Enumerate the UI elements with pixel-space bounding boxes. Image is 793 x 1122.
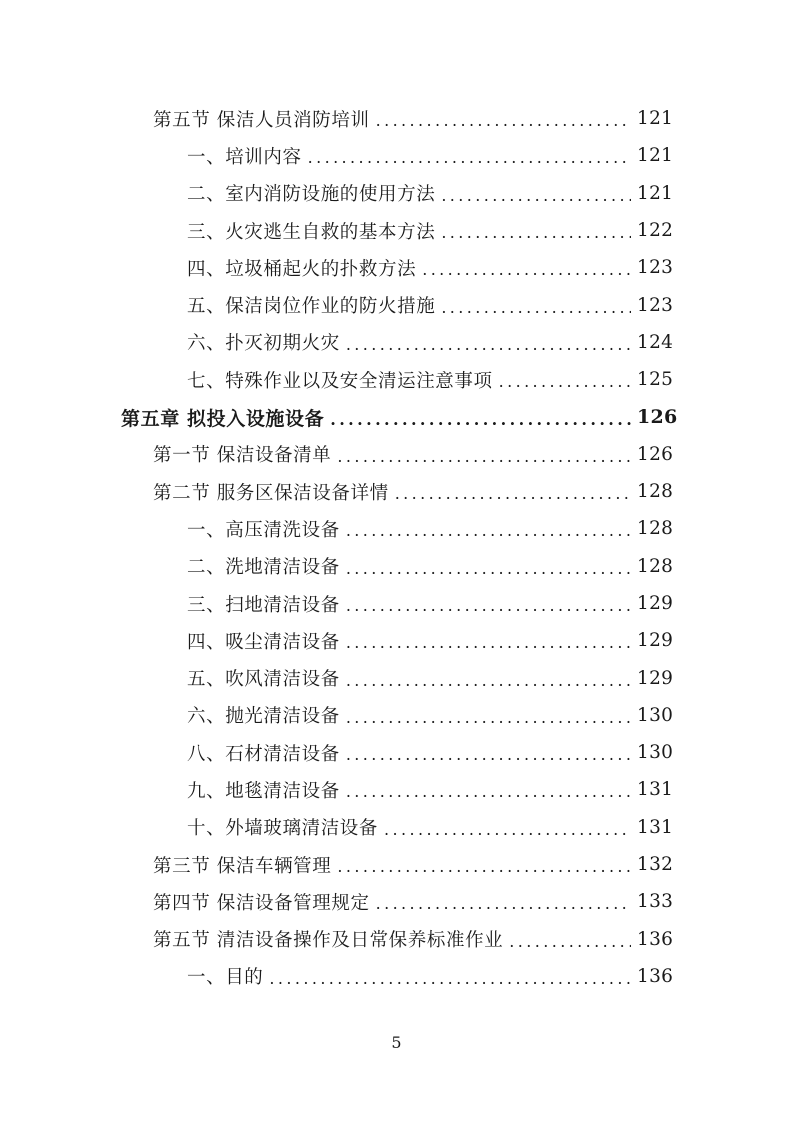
toc-entry[interactable] xyxy=(0,734,793,771)
toc-dot-leader xyxy=(346,559,631,578)
toc-entry[interactable] xyxy=(0,249,793,286)
toc-entry-page: 130 xyxy=(637,742,674,764)
toc-entry-page: 130 xyxy=(637,704,674,726)
toc-entry-page: 121 xyxy=(637,108,674,130)
toc-entry-page: 122 xyxy=(637,220,674,242)
toc-entry-page: 126 xyxy=(637,443,674,465)
toc-entry[interactable] xyxy=(0,771,793,808)
toc-entry[interactable] xyxy=(0,473,793,510)
toc-entry[interactable] xyxy=(0,659,793,696)
toc-entry-label: 二、室内消防设施的使用方法 xyxy=(187,184,436,206)
toc-dot-leader xyxy=(376,111,631,130)
toc-entry-label: 一、培训内容 xyxy=(187,146,302,168)
toc-dot-leader xyxy=(346,671,631,690)
toc-dot-leader xyxy=(346,335,631,354)
toc-entry-label: 第三节 保洁车辆管理 xyxy=(153,855,332,877)
toc-entry[interactable] xyxy=(0,697,793,734)
toc-entry-label: 十、外墙玻璃清洁设备 xyxy=(187,818,379,840)
table-of-contents xyxy=(0,100,793,995)
page-number: 5 xyxy=(391,1033,402,1052)
toc-dot-leader xyxy=(384,820,631,839)
toc-entry[interactable] xyxy=(0,436,793,473)
toc-dot-leader xyxy=(346,596,631,615)
toc-entry-page: 133 xyxy=(637,891,674,913)
toc-entry-label: 六、扑灭初期火灾 xyxy=(187,333,340,355)
toc-entry-page: 128 xyxy=(637,481,674,503)
toc-dot-leader xyxy=(337,857,631,876)
toc-entry-page: 129 xyxy=(637,667,674,689)
toc-entry[interactable] xyxy=(0,510,793,547)
toc-entry[interactable] xyxy=(0,846,793,883)
toc-entry-label: 第五章 拟投入设施设备 xyxy=(121,407,325,430)
toc-dot-leader xyxy=(509,932,631,951)
toc-dot-leader xyxy=(346,782,631,801)
toc-entry-page: 125 xyxy=(637,369,674,391)
toc-dot-leader xyxy=(346,708,631,727)
toc-entry[interactable] xyxy=(0,100,793,137)
toc-entry-label: 九、地毯清洁设备 xyxy=(187,780,340,802)
toc-entry[interactable] xyxy=(0,324,793,361)
toc-entry[interactable] xyxy=(0,883,793,920)
toc-entry[interactable] xyxy=(0,137,793,174)
toc-entry-label: 第四节 保洁设备管理规定 xyxy=(153,892,370,914)
toc-entry[interactable] xyxy=(0,809,793,846)
toc-entry[interactable] xyxy=(0,585,793,622)
toc-entry-label: 六、抛光清洁设备 xyxy=(187,706,340,728)
toc-dot-leader xyxy=(269,969,631,988)
toc-entry[interactable] xyxy=(0,622,793,659)
toc-chapter-entry[interactable] xyxy=(0,398,793,435)
toc-entry-page: 129 xyxy=(637,630,674,652)
toc-entry-page: 124 xyxy=(637,331,674,353)
toc-entry-label: 七、特殊作业以及安全清运注意事项 xyxy=(187,370,493,392)
toc-entry-label: 一、目的 xyxy=(187,967,264,989)
toc-entry-page: 131 xyxy=(637,816,674,838)
toc-entry-label: 四、垃圾桶起火的扑救方法 xyxy=(187,258,417,280)
toc-entry-page: 136 xyxy=(637,928,674,950)
toc-entry-label: 八、石材清洁设备 xyxy=(187,743,340,765)
toc-entry[interactable] xyxy=(0,361,793,398)
toc-entry-label: 五、保洁岗位作业的防火措施 xyxy=(187,296,436,318)
toc-dot-leader xyxy=(422,260,631,279)
toc-entry[interactable] xyxy=(0,548,793,585)
toc-entry[interactable] xyxy=(0,958,793,995)
toc-entry-page: 132 xyxy=(637,854,674,876)
toc-entry-label: 三、扫地清洁设备 xyxy=(187,594,340,616)
toc-dot-leader xyxy=(346,745,631,764)
toc-entry-page: 123 xyxy=(637,257,674,279)
toc-entry-page: 128 xyxy=(637,518,674,540)
toc-entry-label: 二、洗地清洁设备 xyxy=(187,557,340,579)
toc-entry-page: 136 xyxy=(637,965,674,987)
toc-entry[interactable] xyxy=(0,286,793,323)
toc-entry-page: 121 xyxy=(637,145,674,167)
toc-entry[interactable] xyxy=(0,212,793,249)
toc-dot-leader xyxy=(499,372,631,391)
toc-entry-label: 四、吸尘清洁设备 xyxy=(187,631,340,653)
toc-entry-page: 129 xyxy=(637,593,674,614)
toc-entry-label: 第五节 清洁设备操作及日常保养标准作业 xyxy=(153,930,504,952)
toc-dot-leader xyxy=(441,223,631,242)
toc-entry-page: 131 xyxy=(637,779,674,801)
toc-dot-leader xyxy=(441,298,631,317)
toc-entry-label: 三、火灾逃生自救的基本方法 xyxy=(187,221,436,243)
toc-entry-label: 第二节 服务区保洁设备详情 xyxy=(153,482,389,504)
toc-entry-label: 第一节 保洁设备清单 xyxy=(153,445,332,467)
toc-entry-label: 第五节 保洁人员消防培训 xyxy=(153,109,370,131)
toc-dot-leader xyxy=(330,410,631,429)
toc-entry-page: 123 xyxy=(637,294,674,316)
toc-dot-leader xyxy=(395,484,631,503)
toc-entry-label: 一、高压清洗设备 xyxy=(187,519,340,541)
toc-entry-page: 121 xyxy=(637,182,674,204)
toc-dot-leader xyxy=(308,148,631,167)
toc-dot-leader xyxy=(376,894,631,913)
toc-dot-leader xyxy=(337,447,631,466)
toc-entry-label: 五、吹风清洁设备 xyxy=(187,669,340,691)
toc-entry-page: 128 xyxy=(637,555,674,577)
toc-entry[interactable] xyxy=(0,921,793,958)
toc-dot-leader xyxy=(441,186,631,205)
toc-entry[interactable] xyxy=(0,175,793,212)
toc-entry-page: 126 xyxy=(637,406,678,429)
toc-dot-leader xyxy=(346,521,631,540)
toc-dot-leader xyxy=(346,633,631,652)
